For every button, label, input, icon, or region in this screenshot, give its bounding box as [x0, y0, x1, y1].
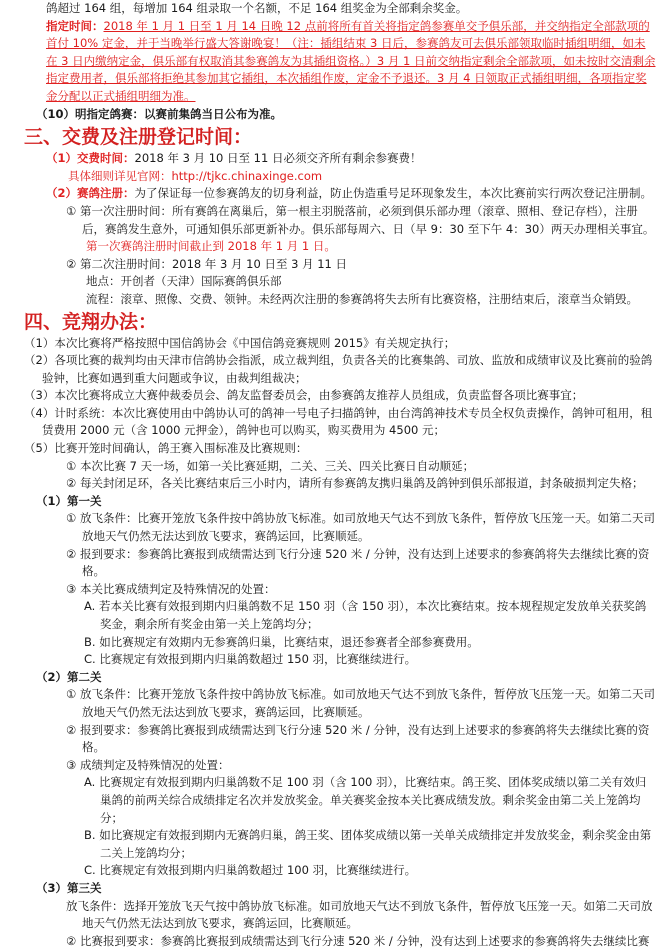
fee-time-line: （1）交费时间：2018 年 3 月 10 日至 11 日必须交齐所有剩余参赛费！ [46, 151, 422, 166]
fee-time-label: 交费时间： [77, 151, 135, 166]
stage-1-case-c: C. 比赛规定有效报到期内归巢鸽数超过 150 羽，比赛继续进行。 [84, 652, 417, 667]
section-3-title: 三、交费及注册登记时间： [24, 126, 253, 149]
designated-time-text: 2018 年 1 月 1 日至 1 月 14 日晚 12 点前将所有首关将指定鸽参赛单交予俱乐部，并交纳指定全部款项的首付 10% 定金，并于当晚举行盛大答谢晚宴！（注：插组结束 3 日后，参赛鸽友可去俱乐部领取临时插组明细，如未在 3 日内缴纳定金，俱乐部有权取消其参赛鸽友为其插组资格。）3 月 1 日前交纳指定剩余全部款项，如未按时交清剩余指定费用者，俱乐部将拒绝其参加其它插组，本次插组作废，定金不予退还。3 月 4 日领取正式插组明细，各项指定奖金分配以正式插组明细为准。 [46, 18, 656, 103]
fee-time-text: 2018 年 3 月 10 日至 11 日必须交齐所有剩余参赛费！ [134, 151, 422, 166]
first-registration: ① 第一次注册时间：所有赛鸽在离巢后，第一根主羽脱落前，必须到俱乐部办理（滚章、照相、登记存档），注册后，赛鸽发生意外，可通知俱乐部更新补办。俱乐部每周六、日（早 9：30 至下午 4：30）两天办理相关事宜。 [66, 203, 655, 236]
rule-1: （1）本次比赛将严格按照中国信鸽协会《中国信鸽竞赛规则 2015》有关规定执行； [24, 335, 456, 350]
stage-2-case-c: C. 比赛规定有效报到期内归巢鸽数超过 100 羽，比赛继续进行。 [84, 863, 417, 878]
designated-time-label: 指定时间： [46, 18, 104, 33]
item-10: （10）明指定鸽赛：以赛前集鸽当日公布为准。 [36, 106, 283, 121]
rule-4: （4）计时系统：本次比赛使用由中鸽协认可的鸽神一号电子扫描鸽钟，由台湾鸽神技术专员全权负责操作，鸽钟可租用，租赁费用 2000 元（含 1000 元押金），鸽钟也可以购买，购买费用为 4500 元； [24, 405, 653, 438]
second-registration: ② 第二次注册时间：2018 年 3 月 10 日至 3 月 11 日 [66, 256, 348, 271]
rule-3: （3）本次比赛将成立大赛仲裁委员会、鸽友监督委员会，由参赛鸽友推荐人员组成，负责监督各项比赛事宜； [24, 388, 584, 403]
rule-2: （2）各项比赛的裁判均由天津市信鸽协会指派，成立裁判组，负责各关的比赛集鸽、司放、监放和成绩审议及比赛前的验鸽验钟，比赛如遇到重大问题或争议，由裁判组裁决； [24, 353, 653, 385]
rule-5-b: ② 每关封闭足环，各关比赛结束后三小时内，请所有参赛鸽友携归巢鸽及鸽钟到俱乐部报道，封条破损判定失格； [66, 476, 644, 491]
rule-5: （5）比赛开笼时间确认，鸽王赛入围标准及比赛规则： [24, 441, 308, 456]
stage-1-release: ① 放飞条件：比赛开笼放飞条件按中鸽协放飞标准。如司放地天气达不到放飞条件，暂停放飞压笼一天。如第二天司放地天气仍然无法达到放飞要求，赛鸽运回，比赛顺延。 [66, 511, 655, 544]
stage-1-judgement: ③ 本关比赛成绩判定及特殊情况的处置： [66, 581, 276, 596]
stage-3-heading: （3）第三关 [36, 880, 102, 895]
registration-place: 地点：开创者（天津）国际赛鸽俱乐部 [86, 274, 282, 289]
official-site-link[interactable]: 具体细则详见官网：http://tjkc.chinaxinge.com [68, 168, 323, 183]
stage-2-release: ① 放飞条件：比赛开笼放飞条件按中鸽协放飞标准。如司放地天气达不到放飞条件，暂停放飞压笼一天。如第二天司放地天气仍然无法达到放飞要求，赛鸽运回，比赛顺延。 [66, 687, 655, 719]
rule-5-a: ① 本次比赛 7 天一场，如第一关比赛延期，二关、三关、四关比赛日自动顺延； [66, 458, 475, 473]
stage-1-heading: （1）第一关 [36, 493, 102, 508]
registration-process: 流程：滚章、照像、交费、领钟。未经两次注册的参赛鸽将失去所有比赛资格，注册结束后，滚章当众销毁。 [86, 291, 638, 306]
stage-1-case-a: A. 若本关比赛有效报到期内归巢鸽数不足 150 羽（含 150 羽），本次比赛结束。按本规程规定发放单关获奖鸽奖金，剩余所有奖金由第一关上笼鸽均分； [84, 599, 647, 631]
stage-1-case-b: B. 如比赛规定有效期内无参赛鸽归巢，比赛结束，退还参赛者全部参赛费用。 [84, 634, 479, 649]
registration-text: 为了保证每一位参赛鸽友的切身利益，防止伪造重号足环现象发生，本次比赛前实行两次登记注册制。 [134, 186, 653, 201]
first-registration-deadline: 第一次赛鸽注册时间截止到 2018 年 1 月 1 日。 [86, 239, 336, 254]
prize-rule-line: 鸽超过 164 组，每增加 164 组录取一个名额，不足 164 组奖金为全部剩余奖金。 [46, 1, 468, 15]
designated-time-paragraph [24, 18, 656, 106]
registration-label: 赛鸽注册： [77, 186, 135, 201]
section-4-title: 四、竞翔办法： [24, 310, 158, 333]
stage-3-release: 放飞条件：选择开笼放飞天气按中鸽协放飞标准。如司放地天气达不到放飞条件，暂停放飞压笼一天。如第二天司放地天气仍然无法达到放飞要求，赛鸽运回，比赛顺延。 [66, 898, 653, 931]
stage-2-case-b: B. 如比赛规定有效报到期内无赛鸽归巢，鸽王奖、团体奖成绩以第一关单关成绩排定并发放奖金，剩余奖金由第二关上笼鸽均分； [84, 828, 652, 860]
stage-2-judgement: ③ 成绩判定及特殊情况的处置： [66, 757, 230, 772]
stage-1-report: ② 报到要求：参赛鸽比赛报到成绩需达到飞行分速 520 米 / 分钟，没有达到上述要求的参赛鸽将失去继续比赛的资格。 [66, 546, 650, 579]
stage-3-report: ② 比赛报到要求：参赛鸽比赛报到成绩需达到飞行分速 520 米 / 分钟，没有达到上述要求的参赛鸽将失去继续比赛 [66, 933, 650, 948]
stage-2-case-a: A. 比赛规定有效报到期内归巢鸽数不足 100 羽（含 100 羽），比赛结束。鸽王奖、团体奖成绩以第二关有效归巢鸽的前两关综合成绩排定名次并发放奖金。单关赛奖金按本关比赛成绩发放。剩余奖金由第二关上笼鸽均分； [84, 775, 647, 825]
stage-2-report: ② 报到要求：参赛鸽比赛报到成绩需达到飞行分速 520 米 / 分钟，没有达到上述要求的参赛鸽将失去继续比赛的资格。 [66, 722, 650, 755]
registration-line: （2）赛鸽注册：为了保证每一位参赛鸽友的切身利益，防止伪造重号足环现象发生，本次比赛前实行两次登记注册制。 [46, 186, 653, 201]
stage-2-heading: （2）第二关 [36, 669, 102, 684]
